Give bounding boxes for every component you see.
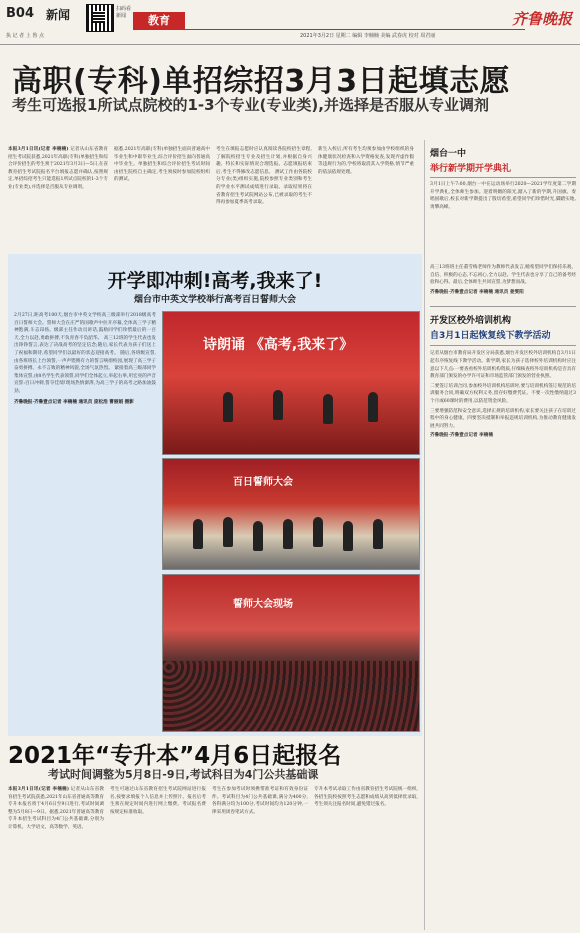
person-figure <box>253 521 263 551</box>
sidebar-rule <box>430 177 576 178</box>
right-column <box>430 264 576 440</box>
lead-paragraph-4: 测试工作由各院校分专业(类)组织实施,院校参照专业类别和考生的学业水平测试成绩进行录取。录取结果将在省教育招生考试院网站公布,已被录取的考生不得再参加夏季高考录取。 <box>216 169 312 206</box>
second-paragraph-3: 考生在参加考试时须携带准考证和有效身份证件。考试科目为4门公共基础课,满分为400分,各科满分均为100分,考试时间均为120分钟,一律采用闭卷笔试方式。 <box>212 787 308 815</box>
right-subtitle-2: 自3月1日起恢复线下教学活动 <box>430 331 551 342</box>
reporter-line: 执 记 者 上 鲁 点 <box>6 33 44 39</box>
second-byline: 本报3月1日讯(记者 李楠楠) <box>8 787 69 792</box>
right-credit-1: 齐鲁晚报·齐鲁壹点记者 李楠楠 通讯员 姜雯阳 <box>430 289 524 295</box>
person-figure <box>368 392 378 422</box>
photo-poetry-recital <box>162 311 420 455</box>
feature-paragraph-4: 紧接着高三级部同学集体宣誓,由8名学生代表领誓,同学们全体起立,举起右拳,用宏亮的声音宣誓:百日冲刺,誓夺佳绩!现场热情澎湃,为高三学子的高考之路加油鼓劲。 <box>14 366 156 394</box>
feature-title: 开学即冲刺!高考,我来了! <box>107 270 323 292</box>
photo-audience <box>162 574 420 732</box>
page-number: B04 <box>6 6 34 21</box>
qr-code-icon[interactable] <box>86 4 114 32</box>
second-col-4 <box>314 786 418 809</box>
person-figure <box>273 390 283 420</box>
column-divider <box>424 140 425 930</box>
lead-col-3 <box>216 146 312 207</box>
section-name: 新闻 <box>46 8 71 22</box>
right-block-4: 三要增强防范和安全意识,选择正规的培训机构,家长要关注孩子在培训过程中的身心健康。四要坚决抵制和举报违规培训机构,为推动教育健康发展共同努力。 <box>430 408 576 429</box>
person-figure <box>323 394 333 424</box>
second-col-1 <box>8 786 104 832</box>
lead-paragraph-2: 据悉,2021年高职(专科)单独招生面向普通高中毕业生和中职毕业生,综合评价招生面向普通高中毕业生。单独招生和综合评价招生考试时间由招生院校自主确定,考生须按时参加院校组织的测试。 <box>114 147 210 183</box>
masthead <box>0 0 580 45</box>
second-paragraph-1: 记者从山东省教育招生考试院获悉,2021年山东省普通高等教育专升本报名将于4月6日至9日进行,考试时间调整为5月8日—9日。据悉,2021年普通高等教育专升本招生考试科目为4门公共基础课,分别为计算机、大学语文、高等数学、英语。 <box>8 787 104 830</box>
photo3-caption: 誓师大会现场 <box>233 599 293 610</box>
lead-byline: 本报3月1日讯(记者 李楠楠) <box>8 147 69 152</box>
feature-text-column <box>14 312 156 406</box>
lead-paragraph-5: 新生入校后,所有考生均须参加由学校组织的身体健康状况检查和入学资格复查,发现弄虚作假等违规行为的,学校将取消其入学资格,情节严重的依法依规处理。 <box>318 147 414 175</box>
lead-headline: 高职(专科)单招综招3月3日起填志愿 <box>12 64 511 99</box>
person-figure <box>313 517 323 547</box>
feature-paragraph-3: 随后,各班级宣誓,由各班班长上台领誓,一声声铿锵有力的誓言响彻校园,展现了高三学子奋勇拼搏、永不言败的精神风貌,全场气氛热烈。 <box>14 350 157 372</box>
page-meta: 2021年3月2日 星期二 编辑 李楠楠 美编 武春虎 校对 周君丽 <box>300 33 436 39</box>
sidebar-body: 3月1日上午7:00,烟台一中在运动场举行2020—2021学年度第二学期开学典礼,全体师生参加。迎着明媚的阳光,踏入了新的学期,升国旗、奏唱国歌后,校长对新学期提出了殷切希望,希望同学们珍惜时光,脚踏实地,勇攀高峰。 <box>430 182 576 210</box>
lead-subhead: 考生可选报1所试点院校的1-3个专业(专业类),并选择是否服从专业调剂 <box>12 96 489 114</box>
feature-paragraph-1: 2月27日,距高考100天,烟台市中英文学校高三级部举行2018级高考百日誓师大会。誓师大会在庄严的国歌声中拉开序幕,全体高三学子精神饱满,斗志昂扬。级部主任作动员讲话,鼓励同学们珍惜最后的一百天,全力以赴,勇敢拼搏,不负青春不负韶华。 <box>14 313 156 341</box>
feature-paragraph-2: 高三12班的学生代表也发出铮铮誓言,表达了决战高考的坚定信念;随后,家长代表为孩子们送上了祝福和期待,希望同学们以最好的状态迎接高考。 <box>14 335 156 356</box>
person-figure <box>223 392 233 422</box>
tag-divider <box>185 29 525 30</box>
second-col-3 <box>212 786 308 816</box>
person-figure <box>223 517 233 547</box>
photo2-caption: 百日誓师大会 <box>233 477 293 488</box>
sidebar-title: 烟台一中 <box>430 149 467 159</box>
crowd-image <box>163 661 419 731</box>
right-rule <box>430 306 576 307</box>
lead-paragraph-1: 记者从山东省教育招生考试院获悉,2021年高职(专科)单独招生和综合评价招生的考生须于2021年3月3日—5日,在省教育招生考试院报名平台填报志愿并确认,按照规定,单招综招考生只能选报1所试点院校的1-3个专业(专业类),并选择是否服从专业调剂。 <box>8 147 109 190</box>
qr-scan-label: 扫码看新闻 <box>116 6 132 19</box>
sidebar-subtitle: 举行新学期开学典礼 <box>430 164 512 174</box>
second-headline: 2021年“专升本”4月6日起报名 <box>8 743 342 769</box>
photo1-caption: 诗朗诵 《高考,我来了》 <box>203 337 354 353</box>
person-figure <box>343 521 353 551</box>
newspaper-logo: 齐鲁晚报 <box>511 10 572 28</box>
second-paragraph-2: 考生可通过山东省教育招生考试院网站进行报名,按要求填报个人信息并上传照片。报名后考生须在规定时间内进行网上缴费。考试报名费按规定标准收取。 <box>110 787 206 815</box>
lead-col-4 <box>318 146 414 176</box>
right-credit-2: 齐鲁晚报·齐鲁壹点记者 李楠楠 <box>430 433 493 439</box>
right-block-1: 高三13班班主任董雪梅老师作为教师代表发言,她希望同学们保持乐观、自信、积极的心态,不忘初心,全力以赴。学生代表也分享了自己的备考经验和心得。最后,全体师生共同宣誓,为梦想而战。 <box>430 265 576 286</box>
right-block-3: 二要签订培训合同,参加校外培训机构培训时,要与培训机构签订规范的培训服务合同,明确双方权利义务,留存好缴费凭证。不要一次性缴纳超过3个月或60课时的费用,以防范资金风险。 <box>430 383 576 404</box>
lead-paragraph-3: 考生在填报志愿时应认真阅读各院校招生章程,了解院校招生专业及招生计划,并根据自身兴趣、特长和实际情况合理选报。志愿填报结束后,考生不得修改志愿信息。 <box>216 147 312 175</box>
right-block-2: 记者从烟台市教育局开发区分局获悉,烟台开发区校外培训机构自3月1日起有序恢复线下教学活动。新学期,家长为孩子选择校外培训机构时应注意以下几点:一要查看校外培训机构资质,仔细核查校外培训机构是否具有教育部门颁发的办学许可证和市场监管部门颁发的营业执照。 <box>430 351 576 380</box>
lead-col-2 <box>114 146 210 184</box>
section-tag: 教育 <box>133 12 185 30</box>
photo-stage <box>162 458 420 570</box>
person-figure <box>373 519 383 549</box>
person-figure <box>283 519 293 549</box>
second-paragraph-4: 专升本考试录取工作由省教育招生考试院统一组织,各招生院校按照考生志愿和成绩从高到低择优录取,考生须关注报名时间,避免错过报名。 <box>314 787 418 808</box>
feature-credit: 齐鲁晚报·齐鲁壹点记者 李楠楠 通讯员 庞松浩 曹丽娟 摄影 <box>14 399 134 405</box>
lead-col-1 <box>8 146 108 192</box>
sidebar-yantai <box>430 146 576 211</box>
feature-subtitle: 烟台市中英文学校举行高考百日誓师大会 <box>133 295 296 305</box>
right-title-2: 开发区校外培训机构 <box>430 316 512 327</box>
person-figure <box>193 519 203 549</box>
right-rule-2 <box>430 345 576 346</box>
second-subhead: 考试时间调整为5月8日-9日,考试科目为4门公共基础课 <box>48 768 319 781</box>
second-col-2 <box>110 786 206 816</box>
